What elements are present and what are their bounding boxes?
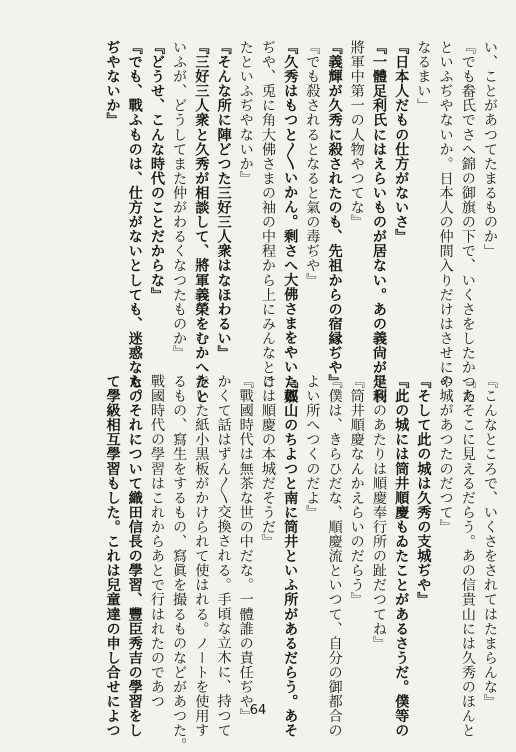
text-column: いふが、どうしてまた仲がわるくなつたものか』 [171, 40, 188, 361]
text-column: 『でも、戰ふものは、仕方がないとしても、迷惑なもの [126, 40, 143, 404]
text-column: 『久秀はもつと〳〵いかん。剩さへ大佛さまをやいた奴 [282, 40, 299, 404]
text-column: よい所へつくのだよ』 [304, 374, 321, 520]
text-column: 『そして此の城は久秀の支城ぢや』 [415, 374, 432, 607]
page-number: 64 [249, 703, 267, 718]
text-column: 『日本人だもの仕方がないさ』 [393, 40, 410, 244]
text-column: 『一體足利氏にはえらいものが居ない。あの義尙が足利 [370, 40, 387, 404]
text-column: た。それについて織田信長の學習、豐臣秀吉の學習をし [126, 374, 143, 738]
text-column: 『でも殺されるとなると氣の毒ぢや』 [304, 40, 321, 288]
text-column: たといふぢやないか』 [237, 40, 254, 186]
text-column: こは順慶の本城だそうだ』 [259, 374, 276, 549]
text-column: なるまい」 [415, 40, 432, 113]
text-column: の城があつたのだつて』 [437, 374, 454, 535]
text-column: 『でも畚氏でさへ錦の御旗の下で、いくさをしたかつた [459, 40, 476, 404]
text-column: 『僕は、きらひだな、順慶流といつて、自分の御都合の [326, 374, 343, 738]
upper-text-band [101, 40, 501, 404]
text-column: 『戰國時代は無茶な世の中だな。一體誰の責任ぢや』 [237, 374, 254, 724]
text-column: ぢやないか』 [104, 40, 121, 128]
text-column: 『あそこに見えるだらう。あの信貴山には久秀のほんと [459, 374, 476, 738]
text-column: て學級相互學習もした。これは兒童達の申し合せによつ [104, 374, 121, 738]
text-column: 『郡山のちよつと南に筒井といふ所があるだらう。あそ [282, 374, 299, 738]
text-column: 『そんな所に陣どつた三好三人衆はなほわるい』 [215, 40, 232, 361]
text-column: るもの、寫生をするもの、寫眞を撮るものなどがあつた。 [171, 374, 188, 752]
text-column: 『三好三人衆と久秀が相談して、將軍義榮をむかへたと [193, 40, 210, 404]
text-column: 『筒井順慶なんかえらいのだらう』 [348, 374, 365, 607]
text-column: かくて話はずん〳〵交換される。手頃な立木に、持つて [215, 374, 232, 738]
text-column: 『此の城には筒井順慶もゐたことがあるさうだ。僕等の [393, 374, 410, 738]
text-column: 學校のあたりは順慶奉行所の趾だつてね』 [370, 374, 387, 651]
text-column: ぢや、兎に角大佛さまの袖の中程から上にみんなとけ [259, 40, 276, 390]
text-column: といふぢやないか。日本人の仲間入りだけはさせにや [437, 40, 454, 390]
text-column: 『義輝が久秀に殺されたのも、先祖からの宿縁ぢや』 [326, 40, 343, 390]
text-column: 『こんなところで、いくさをされてはたまらんな』 [482, 374, 498, 709]
text-column: 歩いた紙小黒板がかけられて使はれる。ノートを使用す [193, 374, 210, 738]
text-column: 戰國時代の學習はこれからあとで行はれたのであつ [148, 374, 165, 709]
text-column: 『どうせ、こんな時代のことだからな』 [148, 40, 165, 302]
text-column: 將軍中第一の人物やつてな』 [348, 40, 365, 230]
text-column: い、ことがあつてたまるものか」 [482, 40, 498, 259]
